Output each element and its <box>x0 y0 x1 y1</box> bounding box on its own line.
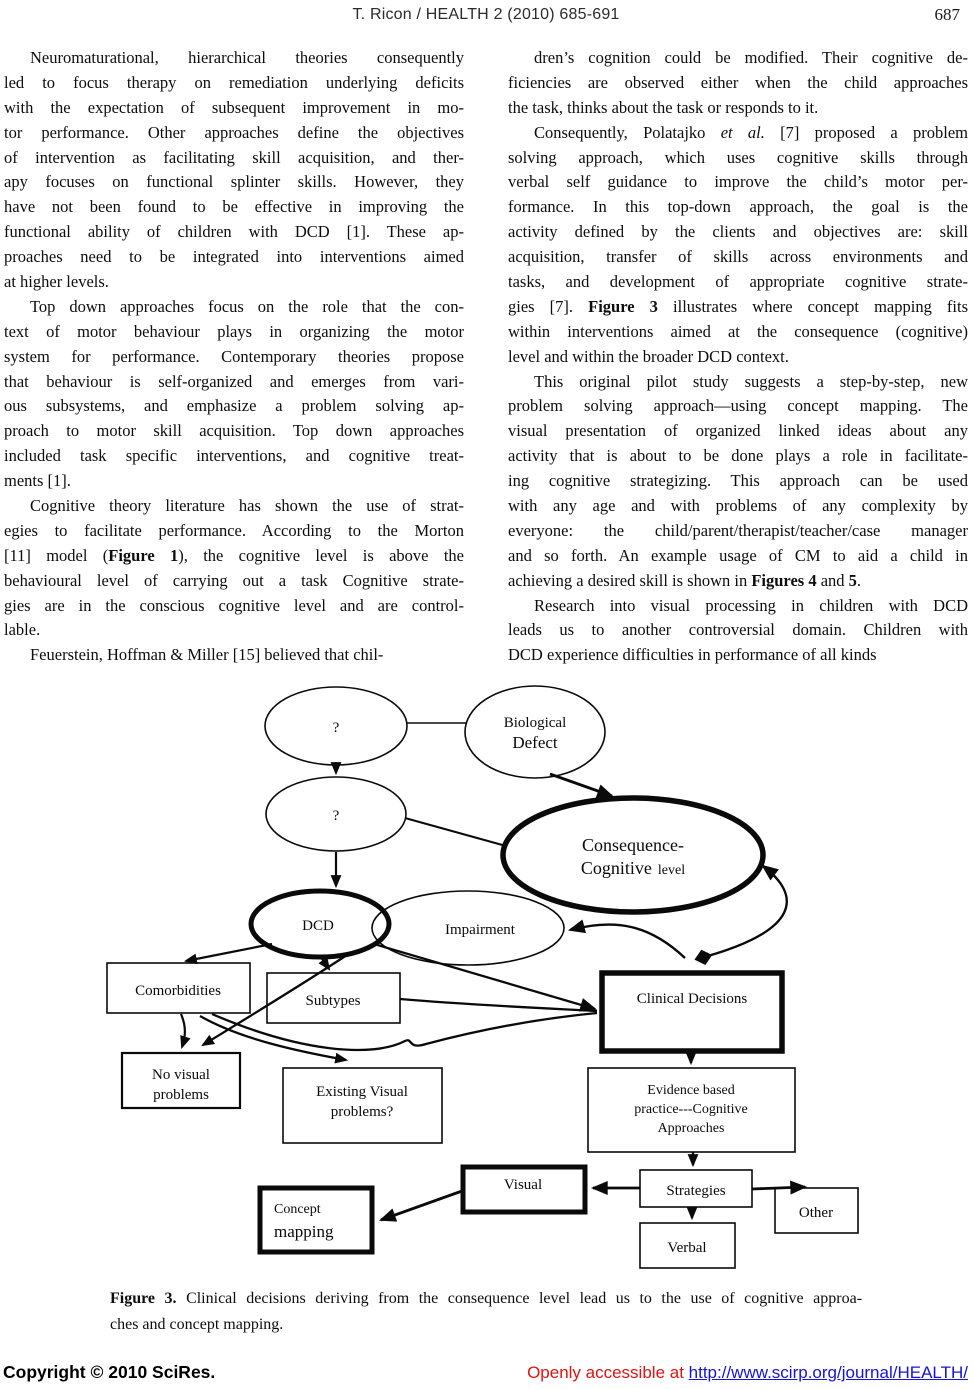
arrow-comorbidities-to-no-visual <box>181 1014 185 1047</box>
text-line: ficiencies are observed either when the child approaches <box>508 72 968 92</box>
node-consequence-label2-main: Cognitive <box>580 858 652 878</box>
node-q1-label: ? <box>332 720 340 736</box>
node-q1 <box>265 687 407 765</box>
node-evidence-label3: Approaches <box>657 1121 725 1136</box>
text-line: tasks, and development of appropriate cognitive strate- <box>508 272 968 292</box>
node-biological-defect-label: Biological <box>503 715 567 731</box>
node-consequence-label1: Consequence- <box>582 835 684 855</box>
node-strategies-label: Strategies <box>666 1183 726 1199</box>
text-line: This original pilot study suggests a step-by-step, new <box>534 371 968 391</box>
text-line: tor performance. Other approaches define the objectives <box>4 122 464 142</box>
node-existing-visual-label2: problems? <box>330 1104 394 1120</box>
figure-caption-label: Figure 3. <box>110 1290 177 1307</box>
node-dcd-label: DCD <box>302 918 334 934</box>
line-q2-consequence <box>405 818 506 846</box>
curve-consequence-clinical-decisions <box>697 866 787 959</box>
text-line: with any age and with problems of any complexity by <box>508 496 968 516</box>
arrow-biological-defect-to-consequence <box>550 774 612 796</box>
access-text: Openly accessible at <box>527 1363 689 1382</box>
node-biological-defect <box>465 686 605 778</box>
text-line: gies are in the conscious cognitive level and are control- <box>4 595 464 615</box>
text-line: system for performance. Contemporary theories propose <box>4 346 464 366</box>
node-clinical-decisions <box>602 973 782 1051</box>
node-concept-mapping-label1: Concept <box>274 1202 321 1217</box>
figure-caption-line2: ches and concept mapping. <box>110 1316 284 1333</box>
node-impairment <box>372 891 564 965</box>
text-line: Consequently, Polatajko et al. [7] proposed a problem <box>534 122 968 142</box>
text-line: ous subsystems, and emphasize a problem solving ap- <box>4 396 464 416</box>
text-line: and so forth. An example usage of CM to aid a child in <box>508 545 968 565</box>
text-line: DCD experience difficulties in performance of all kinds <box>508 645 877 665</box>
text-line: visual presentation of organized linked ideas about any <box>508 421 968 441</box>
node-no-visual-problems <box>122 1053 240 1108</box>
node-comorbidities-label: Comorbidities <box>135 983 221 999</box>
text-line: formance. In this top-down approach, the goal is the <box>508 197 968 217</box>
text-line: the task, thinks about the task or responds to it. <box>508 97 819 117</box>
text-line: apy focuses on functional splinter skills. However, they <box>4 172 464 192</box>
node-verbal-label: Verbal <box>667 1240 707 1256</box>
node-visual <box>463 1167 585 1212</box>
copyright-notice: Copyright © 2010 SciRes. <box>3 1362 216 1382</box>
node-consequence-label2 <box>581 858 685 878</box>
text-line: acquisition, transfer of skills across environments and <box>508 247 968 267</box>
text-line: solving approach, which uses cognitive skills through <box>508 147 968 167</box>
text-line: of intervention as facilitating skill acquisition, and ther- <box>4 147 464 167</box>
text-line: achieving a desired skill is shown in Figures 4 and 5. <box>508 570 862 590</box>
node-concept-mapping <box>260 1188 372 1252</box>
text-line: everyone: the child/parent/therapist/teacher/case manager <box>508 520 968 540</box>
node-biological-defect-label2: Defect <box>512 733 558 752</box>
text-line: gies [7]. Figure 3 illustrates where concept mapping fits <box>508 296 968 316</box>
node-evidence-label2: practice---Cognitive <box>634 1102 748 1117</box>
node-no-visual-label1: No visual <box>152 1067 210 1083</box>
node-no-visual-label2: problems <box>153 1087 209 1103</box>
node-impairment-label: Impairment <box>445 922 515 938</box>
node-other-label: Other <box>798 1205 834 1221</box>
text-line: text of motor behaviour plays in organizing the motor <box>4 321 464 341</box>
arrow-clinical-decisions-to-impairment <box>570 925 685 958</box>
node-evidence-based <box>588 1068 795 1152</box>
node-strategies <box>640 1170 752 1207</box>
page-number: 687 <box>934 5 960 24</box>
node-dcd <box>251 891 389 957</box>
text-line: problem solving approach—using concept mapping. The <box>508 396 968 416</box>
text-line: proaches need to be integrated into interventions aimed <box>4 247 464 267</box>
text-line: at higher levels. <box>4 272 109 292</box>
node-consequence-label2-small: level <box>657 863 686 878</box>
text-line: ments [1]. <box>4 471 71 491</box>
arrow-dcd-to-comorbidities <box>186 944 272 961</box>
text-line: lable. <box>4 620 41 640</box>
text-line: verbal self guidance to improve the child’s motor per- <box>508 172 968 192</box>
figure-caption-text1: Clinical decisions deriving from the consequence level lead us to the use of cognitive approa- <box>186 1290 862 1307</box>
node-subtypes <box>267 973 400 1023</box>
node-visual-label: Visual <box>503 1177 543 1193</box>
text-line: level and within the broader DCD context. <box>508 346 789 366</box>
running-title: T. Ricon / HEALTH 2 (2010) 685-691 <box>352 6 620 23</box>
text-line: led to focus therapy on remediation underlying deficits <box>4 72 464 92</box>
text-line: included task specific interventions, and cognitive treat- <box>4 446 464 466</box>
text-line: [11] model (Figure 1), the cognitive level is above the <box>4 545 464 565</box>
text-line: activity defined by the clients and objectives are: skill <box>508 222 968 242</box>
text-line: functional ability of children with DCD [1]. These ap- <box>4 222 464 242</box>
figure-caption-line1 <box>110 1286 862 1312</box>
text-line: proach to motor skill acquisition. Top down approaches <box>4 421 464 441</box>
text-line: leads us to another controversial domain. Children with <box>508 620 968 640</box>
node-comorbidities <box>107 963 250 1013</box>
node-other <box>775 1188 858 1233</box>
node-q2 <box>266 777 406 851</box>
text-line: ing cognitive strategizing. This approach can be used <box>508 471 968 491</box>
text-line: within interventions aimed at the consequence (cognitive) <box>508 321 968 341</box>
text-line: dren’s cognition could be modified. Their cognitive de- <box>534 48 968 67</box>
text-line: egies to facilitate performance. According to the Morton <box>4 520 464 540</box>
text-line: that behaviour is self-organized and emerges from vari- <box>4 371 464 391</box>
text-line: Top down approaches focus on the role that the con- <box>30 296 464 316</box>
node-clinical-decisions-label: Clinical Decisions <box>636 991 748 1007</box>
node-q2-label: ? <box>332 808 340 824</box>
node-existing-visual-problems <box>283 1068 442 1143</box>
node-concept-mapping-label2: mapping <box>274 1222 334 1241</box>
node-consequence-cognitive-level <box>503 798 763 912</box>
text-line: Cognitive theory literature has shown the use of strat- <box>30 496 464 516</box>
node-verbal <box>640 1223 735 1268</box>
text-line: Neuromaturational, hierarchical theories consequently <box>30 48 464 67</box>
journal-url-link[interactable]: http://www.scirp.org/journal/HEALTH/ <box>688 1363 968 1382</box>
text-line: behavioural level of carrying out a task Cognitive strate- <box>4 570 464 590</box>
text-line: Feuerstein, Hoffman & Miller [15] believed that chil- <box>30 645 384 665</box>
text-line: with the expectation of subsequent improvement in mo- <box>4 97 464 117</box>
text-line: have not been found to be effective in improving the <box>4 197 464 217</box>
text-line: Research into visual processing in children with DCD <box>534 595 968 615</box>
figure-caption <box>110 1286 862 1338</box>
arrow-visual-to-concept-mapping <box>381 1191 462 1220</box>
node-existing-visual-label1: Existing Visual <box>316 1084 408 1100</box>
text-line: activity that is about to be done plays a role in facilitate- <box>508 446 968 466</box>
access-notice <box>527 1363 968 1383</box>
node-evidence-label1: Evidence based <box>647 1083 735 1098</box>
node-subtypes-label: Subtypes <box>305 993 361 1009</box>
